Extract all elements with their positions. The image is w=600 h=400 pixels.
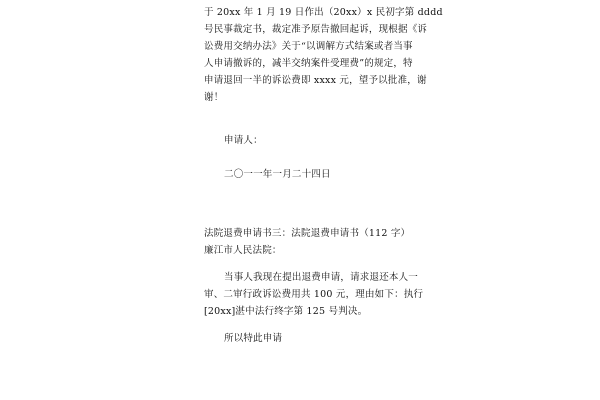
date-line: 二〇一一年一月二十四日: [224, 169, 331, 180]
closing-text: 所以特此申请: [224, 333, 283, 344]
section-title: 法院退费申请书三：法院退费申请书（112 字）: [204, 228, 411, 239]
paragraph-1-line-4: 人申请撤诉的，减半交纳案件受理费”的规定，特: [204, 58, 413, 69]
paragraph-1-line-5: 申请退回一半的诉讼费即 xxxx 元，望予以批准，谢: [204, 75, 427, 86]
paragraph-2-line-1: 当事人我现在提出退费申请，请求退还本人一: [224, 272, 419, 283]
applicant-label: 申请人：: [224, 135, 263, 146]
paragraph-2-line-3: [20xx]湛中法行终字第 125 号判决。: [204, 306, 368, 317]
paragraph-1-line-3: 讼费用交纳办法》关于“以调解方式结案或者当事: [204, 41, 413, 52]
paragraph-1-line-1: 于 20xx 年 1 月 19 日作出（20xx）x 民初字第 dddd: [204, 7, 443, 18]
paragraph-1-line-2: 号民事裁定书，裁定准予原告撤回起诉，现根据《诉: [204, 24, 428, 35]
paragraph-1-line-6: 谢！: [204, 92, 224, 103]
court-addressee: 廉江市人民法院：: [204, 245, 282, 256]
paragraph-2-line-2: 审、二审行政诉讼费用共 100 元，理由如下：执行: [204, 289, 424, 300]
